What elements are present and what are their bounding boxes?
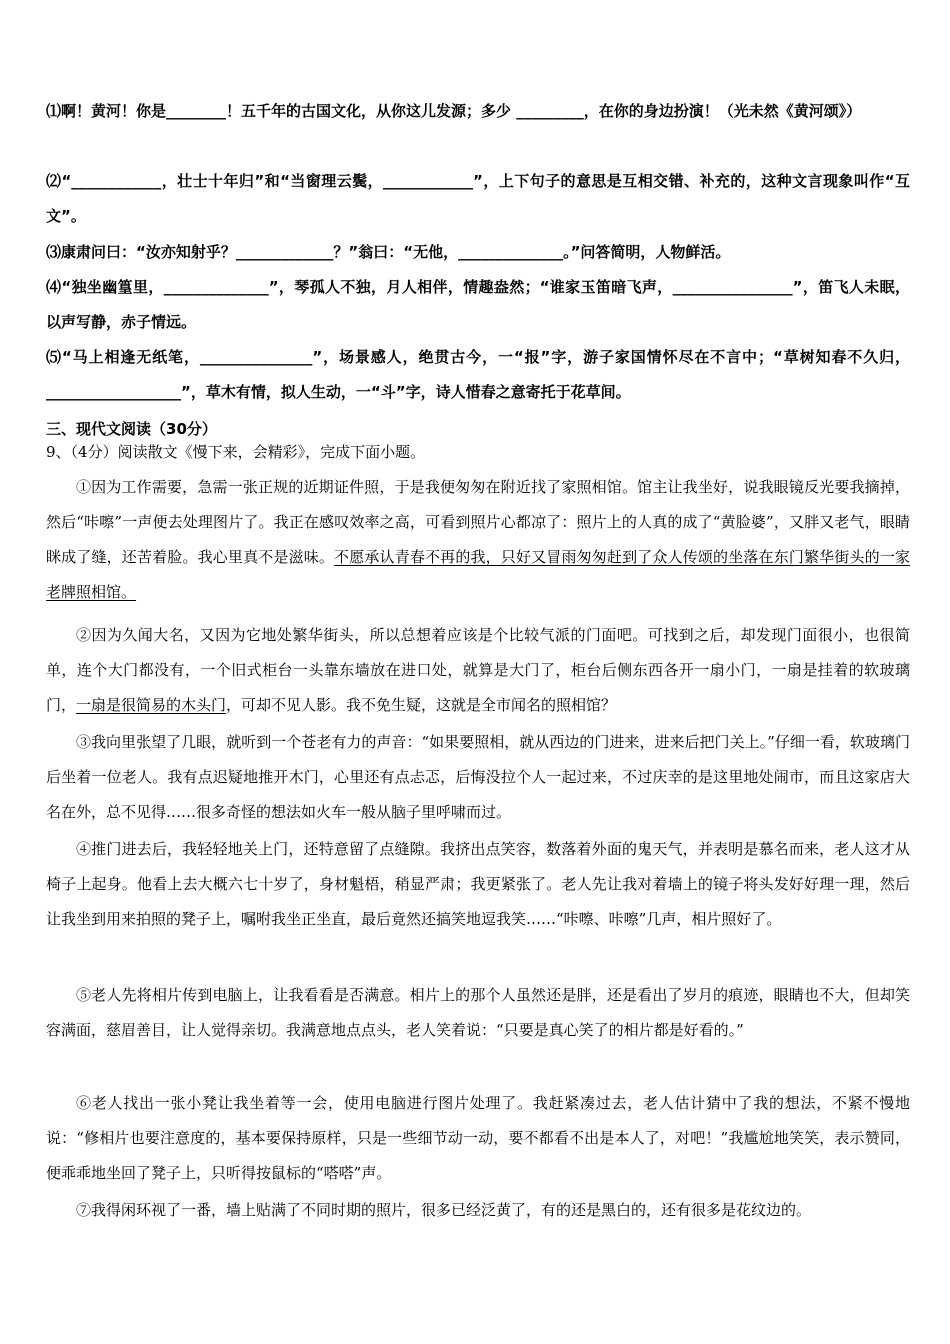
fill-in-question-4: ⑷“独坐幽篁里，______________”，琴孤人不独，月人相伴，情趣盎然；“谁家玉笛暗飞声，________________”，笛飞人未眠，以声写静，赤子情远。	[46, 278, 910, 331]
underlined-sentence-2: 一扇是很简易的木头门	[76, 696, 227, 714]
passage-paragraph-2: ②因为久闻大名，又因为它地处繁华街头，所以总想着应该是个比较气派的门面吧。可找到之后，却发现门面很小，也很简单，连个大门都没有，一个旧式柜台一头靠东墙放在进口处，就算是大门了，柜台后侧东西各开一扇小门，一扇是挂着的软玻璃门，一扇是很简易的木头门，可却不见人影。我不免生疑，这就是全市闻名的照相馆？	[46, 626, 910, 714]
section-heading: 三、现代文阅读（30分）	[46, 420, 217, 438]
passage-paragraph-4: ④推门进去后，我轻轻地关上门，还特意留了点缝隙。我挤出点笑容，数落着外面的鬼天气，并表明是慕名而来，老人这才从椅子上起身。他看上去大概六七十岁了，身材魁梧，稍显严肃；我更紧张了。老人先让我对着墙上的镜子将头发好好理一理，然后让我坐到用来拍照的凳子上，嘱咐我坐正坐直，最后竟然还搞笑地逗我笑……“咔嚓、咔嚓”几声，相片照好了。	[46, 840, 910, 928]
underlined-sentence-1: 不愿承认青春不再的我，只好又冒雨匆匆赶到了众人传颂的坐落在东门繁华街头的一家老牌照相馆。	[46, 548, 910, 601]
passage-paragraph-3: ③我向里张望了几眼，就听到一个苍老有力的声音：“如果要照相，就从西边的门进来，进来后把门关上。”仔细一看，软玻璃门后坐着一位老人。我有点迟疑地推开木门，心里还有点忐忑，后悔没拉个人一起过来，不过庆幸的是这里地处闹市，而且这家店大名在外，总不见得……很多奇怪的想法如火车一般从脑子里呼啸而过。	[46, 733, 910, 821]
passage-paragraph-1: ①因为工作需要，急需一张正规的近期证件照，于是我便匆匆在附近找了家照相馆。馆主让我坐好，说我眼镜反光要我摘掉，然后“咔嚓”一声便去处理图片了。我正在感叹效率之高，可看到照片心都凉了：照片上的人真的成了“黄脸婆”，又胖又老气，眼睛眯成了缝，还苦着脸。我心里真不是滋味。不愿承认青春不再的我，只好又冒雨匆匆赶到了众人传颂的坐落在东门繁华街头的一家老牌照相馆。	[46, 478, 910, 601]
fill-in-question-3: ⑶康肃问曰：“汝亦知射乎？_____________？”翁曰：“无他，______________。”问答简明，人物鲜活。	[46, 243, 731, 261]
passage-paragraph-6: ⑥老人找出一张小凳让我坐着等一会，使用电脑进行图片处理了。我赶紧凑过去，老人估计猜中了我的想法，不紧不慢地说：“修相片也要注意度的，基本要保持原样，只是一些细节动一动，要不都看不出是本人了，对吧！”我尴尬地笑笑，表示赞同，便乖乖地坐回了凳子上，只听得按鼠标的“嗒嗒”声。	[46, 1094, 910, 1182]
question-intro: 9、（4分）阅读散文《慢下来，会精彩》，完成下面小题。	[46, 443, 426, 461]
passage-paragraph-5: ⑤老人先将相片传到电脑上，让我看看是否满意。相片上的那个人虽然还是胖，还是看出了岁月的痕迹，眼睛也不大，但却笑容满面，慈眉善目，让人觉得亲切。我满意地点点头，老人笑着说：“只要是真心笑了的相片都是好看的。”	[46, 986, 910, 1039]
fill-in-question-1: ⑴啊！黄河！你是________！五千年的古国文化，从你这儿发源；多少 _________，在你的身边扮演！（光未然《黄河颂》）	[46, 102, 862, 120]
passage-paragraph-7: ⑦我得闲环视了一番，墙上贴满了不同时期的照片，很多已经泛黄了，有的还是黑白的，还有很多是花纹边的。	[76, 1201, 812, 1219]
fill-in-question-2: ⑵“____________，壮士十年归”和“当窗理云鬓，____________”，上下句子的意思是互相交错、补充的，这种文言现象叫作“互文”。	[46, 172, 910, 225]
fill-in-question-5: ⑸“马上相逢无纸笔，_______________”，场景感人，绝贯古今，一“报”字，游子家国情怀尽在不言中；“草树知春不久归，__________________”，草木有情，拟人生动，一“斗”字，诗人惜春之意寄托于花草间。	[46, 348, 910, 401]
